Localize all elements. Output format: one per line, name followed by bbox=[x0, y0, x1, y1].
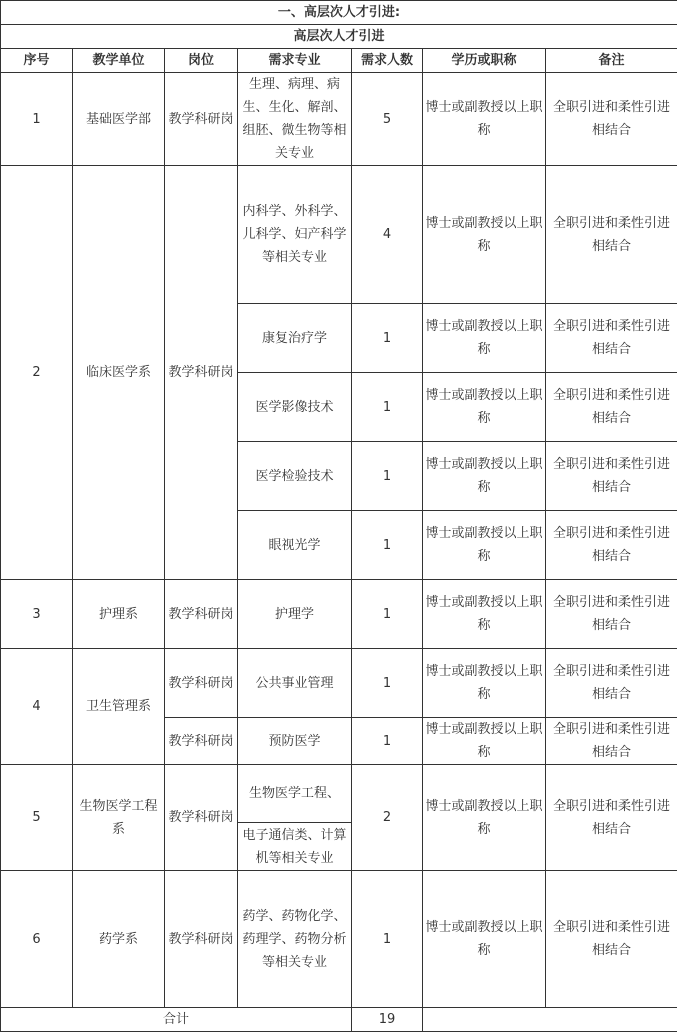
row-major: 电子通信类、计算机等相关专业 bbox=[238, 823, 352, 871]
row-edu: 博士或副教授以上职称 bbox=[423, 73, 546, 166]
row-edu: 博士或副教授以上职称 bbox=[423, 373, 546, 442]
header-count: 需求人数 bbox=[352, 49, 423, 73]
row-edu: 博士或副教授以上职称 bbox=[423, 765, 546, 871]
row-note: 全职引进和柔性引进相结合 bbox=[546, 718, 677, 765]
row-count: 1 bbox=[352, 871, 423, 1008]
header-major: 需求专业 bbox=[238, 49, 352, 73]
row-note: 全职引进和柔性引进相结合 bbox=[546, 511, 677, 580]
row-unit: 临床医学系 bbox=[73, 166, 165, 580]
table-title: 高层次人才引进 bbox=[1, 25, 677, 49]
row-major: 生物医学工程、 bbox=[238, 765, 352, 823]
row-major: 康复治疗学 bbox=[238, 304, 352, 373]
row-major: 内科学、外科学、儿科学、妇产科学等相关专业 bbox=[238, 166, 352, 304]
row-post: 教学科研岗 bbox=[165, 73, 238, 166]
row-no: 3 bbox=[1, 580, 73, 649]
table-row bbox=[1, 166, 677, 304]
row-major: 医学影像技术 bbox=[238, 373, 352, 442]
row-count: 1 bbox=[352, 511, 423, 580]
row-no: 6 bbox=[1, 871, 73, 1008]
table-row bbox=[1, 765, 677, 823]
row-edu: 博士或副教授以上职称 bbox=[423, 304, 546, 373]
row-unit: 药学系 bbox=[73, 871, 165, 1008]
total-row bbox=[1, 1008, 677, 1032]
row-edu: 博士或副教授以上职称 bbox=[423, 649, 546, 718]
row-note: 全职引进和柔性引进相结合 bbox=[546, 73, 677, 166]
row-major: 药学、药物化学、药理学、药物分析等相关专业 bbox=[238, 871, 352, 1008]
row-edu: 博士或副教授以上职称 bbox=[423, 580, 546, 649]
row-major: 公共事业管理 bbox=[238, 649, 352, 718]
row-major: 预防医学 bbox=[238, 718, 352, 765]
header-no: 序号 bbox=[1, 49, 73, 73]
row-major: 护理学 bbox=[238, 580, 352, 649]
row-note: 全职引进和柔性引进相结合 bbox=[546, 166, 677, 304]
total-empty bbox=[423, 1008, 677, 1032]
total-label: 合计 bbox=[1, 1008, 352, 1032]
row-major: 眼视光学 bbox=[238, 511, 352, 580]
row-note: 全职引进和柔性引进相结合 bbox=[546, 580, 677, 649]
row-post: 教学科研岗 bbox=[165, 871, 238, 1008]
total-count: 19 bbox=[352, 1008, 423, 1032]
header-note: 备注 bbox=[546, 49, 677, 73]
row-note: 全职引进和柔性引进相结合 bbox=[546, 304, 677, 373]
header-edu: 学历或职称 bbox=[423, 49, 546, 73]
row-edu: 博士或副教授以上职称 bbox=[423, 871, 546, 1008]
table-row bbox=[1, 73, 677, 166]
row-count: 1 bbox=[352, 718, 423, 765]
header-post: 岗位 bbox=[165, 49, 238, 73]
row-post: 教学科研岗 bbox=[165, 166, 238, 580]
row-no: 4 bbox=[1, 649, 73, 765]
row-note: 全职引进和柔性引进相结合 bbox=[546, 442, 677, 511]
row-unit: 生物医学工程系 bbox=[73, 765, 165, 871]
row-unit: 基础医学部 bbox=[73, 73, 165, 166]
row-unit: 护理系 bbox=[73, 580, 165, 649]
row-major: 医学检验技术 bbox=[238, 442, 352, 511]
row-edu: 博士或副教授以上职称 bbox=[423, 442, 546, 511]
row-unit: 卫生管理系 bbox=[73, 649, 165, 765]
row-count: 1 bbox=[352, 580, 423, 649]
row-no: 5 bbox=[1, 765, 73, 871]
table-row bbox=[1, 649, 677, 718]
row-post: 教学科研岗 bbox=[165, 580, 238, 649]
row-count: 1 bbox=[352, 442, 423, 511]
row-count: 5 bbox=[352, 73, 423, 166]
row-note: 全职引进和柔性引进相结合 bbox=[546, 649, 677, 718]
row-edu: 博士或副教授以上职称 bbox=[423, 166, 546, 304]
table-row bbox=[1, 871, 677, 1008]
row-count: 2 bbox=[352, 765, 423, 871]
row-no: 1 bbox=[1, 73, 73, 166]
row-major: 生理、病理、病生、生化、解剖、组胚、微生物等相关专业 bbox=[238, 73, 352, 166]
row-count: 1 bbox=[352, 649, 423, 718]
row-post: 教学科研岗 bbox=[165, 718, 238, 765]
row-no: 2 bbox=[1, 166, 73, 580]
row-count: 4 bbox=[352, 166, 423, 304]
row-count: 1 bbox=[352, 373, 423, 442]
header-unit: 教学单位 bbox=[73, 49, 165, 73]
row-edu: 博士或副教授以上职称 bbox=[423, 718, 546, 765]
row-note: 全职引进和柔性引进相结合 bbox=[546, 871, 677, 1008]
row-count: 1 bbox=[352, 304, 423, 373]
row-note: 全职引进和柔性引进相结合 bbox=[546, 373, 677, 442]
section-title: 一、高层次人才引进: bbox=[1, 1, 677, 25]
row-post: 教学科研岗 bbox=[165, 765, 238, 871]
table-row bbox=[1, 580, 677, 649]
row-note: 全职引进和柔性引进相结合 bbox=[546, 765, 677, 871]
row-post: 教学科研岗 bbox=[165, 649, 238, 718]
header-row bbox=[1, 49, 677, 73]
row-edu: 博士或副教授以上职称 bbox=[423, 511, 546, 580]
